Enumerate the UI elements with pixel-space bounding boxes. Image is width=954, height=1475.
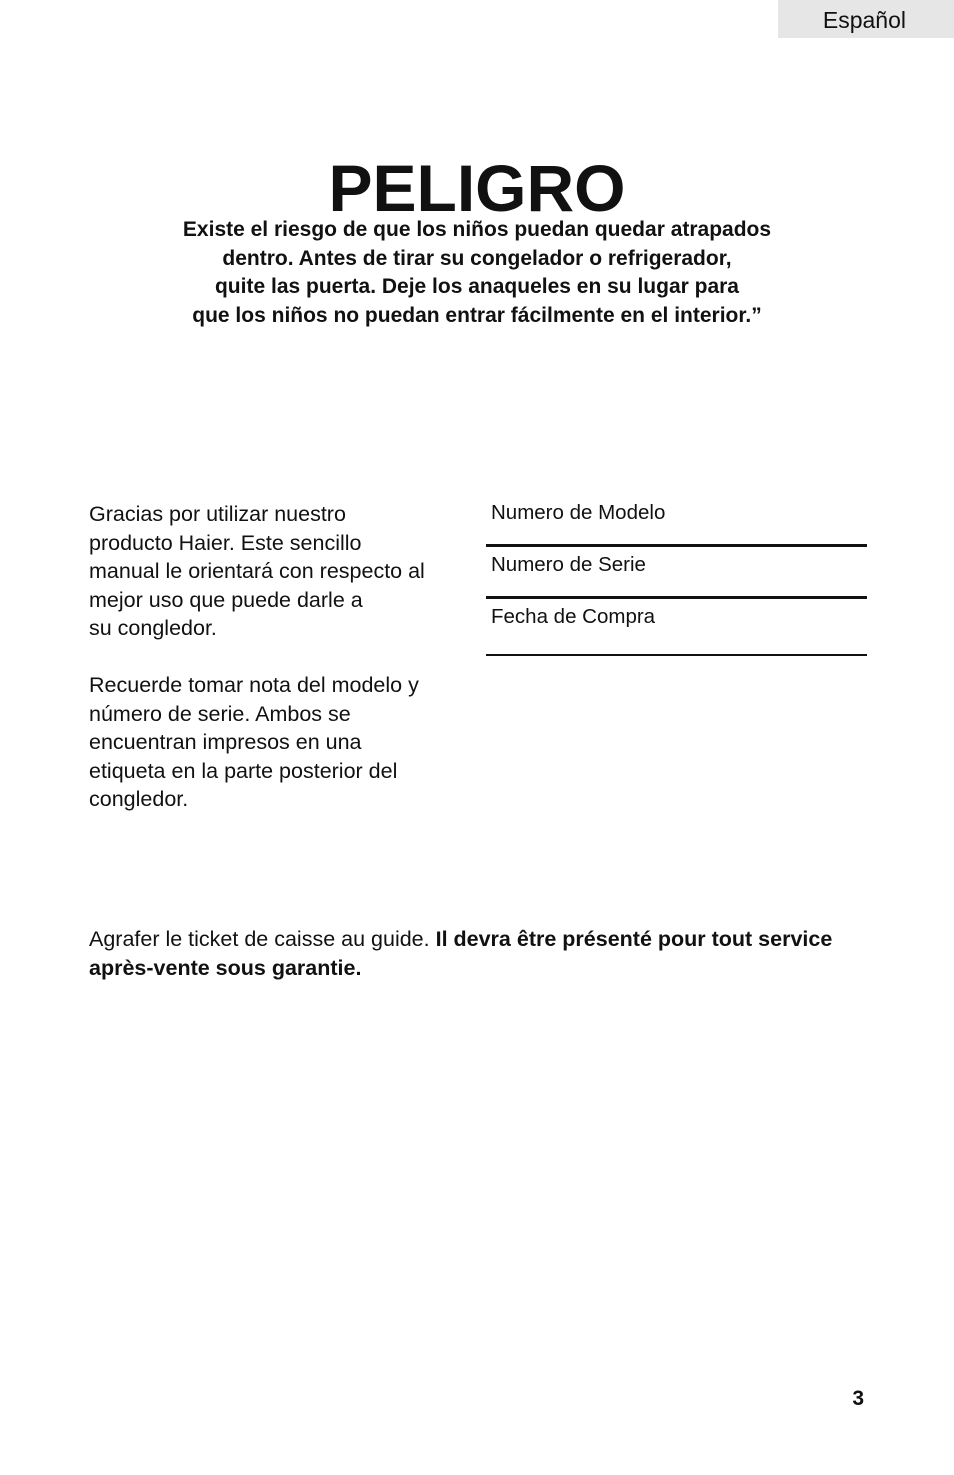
- danger-line: quite las puerta. Deje los anaqueles en su lugar para: [214, 275, 739, 298]
- serial-number-field[interactable]: [486, 548, 867, 599]
- intro-line: Gracias por utilizar nuestro: [89, 502, 346, 526]
- intro-text: [89, 500, 469, 814]
- record-fields: [486, 496, 867, 656]
- intro-line: número de serie. Ambos se: [89, 701, 351, 726]
- intro-line: producto Haier. Este sencillo: [89, 530, 362, 555]
- model-number-field[interactable]: [486, 496, 867, 547]
- language-tab: [778, 0, 954, 38]
- language-tab-label: Español: [822, 7, 906, 33]
- intro-paragraph-record: [89, 671, 469, 814]
- serial-number-label: Numero de Serie: [491, 553, 646, 576]
- model-number-label: Numero de Modelo: [491, 501, 666, 524]
- danger-line: Existe el riesgo de que los niños puedan quedar atrapados: [182, 218, 772, 241]
- receipt-note-normal: Agrafer le ticket de caisse au guide.: [89, 927, 436, 951]
- intro-paragraph-thanks: [89, 500, 469, 643]
- intro-line: encuentran impresos en una: [89, 730, 362, 754]
- intro-line: manual le orientará con respecto al: [89, 559, 425, 583]
- purchase-date-label: Fecha de Compra: [491, 605, 656, 628]
- danger-warning-text: [90, 216, 864, 330]
- page-number: 3: [852, 1387, 864, 1410]
- intro-line: mejor uso que puede darle a: [89, 587, 363, 612]
- receipt-note-bold: Il devra être présenté pour tout service après-vente sous garantie.: [89, 927, 833, 980]
- danger-title: PELIGRO: [328, 151, 626, 225]
- receipt-note: [89, 925, 879, 983]
- intro-line: congledor.: [89, 787, 189, 811]
- danger-line: que los niños no puedan entrar fácilmente en el interior.”: [192, 303, 762, 327]
- intro-line: etiqueta en la parte posterior del: [89, 758, 398, 783]
- danger-line: dentro. Antes de tirar su congelador o refrigerador,: [222, 246, 732, 270]
- intro-line: Recuerde tomar nota del modelo y: [89, 673, 419, 697]
- purchase-date-field[interactable]: [486, 600, 867, 656]
- intro-line: su congledor.: [89, 616, 217, 640]
